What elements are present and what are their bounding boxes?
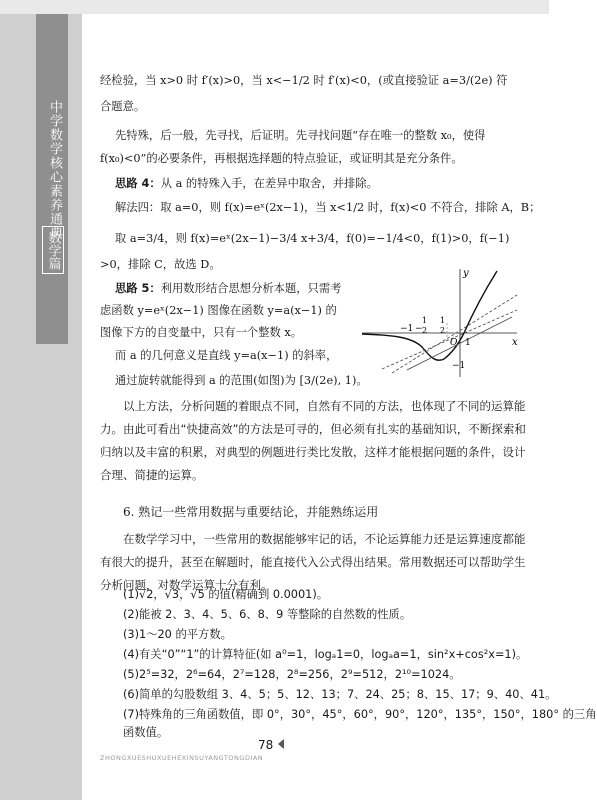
list-item: (7)特殊角的三角函数值，即 0°，30°，45°，60°，90°，120°，135°，150°，180° 的三角 [123, 708, 597, 721]
intro-paragraph: 在数学学习中，一些常用的数据能够牢记的话，不论运算能力还是运算速度都能有很大的提升，甚至在解题时，能直接代入公式得出结果。常用数据还可以帮助学生分析问题，对数学运算十分有利。 [100, 532, 526, 592]
list-item: (4)有关“0”“1”的计算特征(如 a⁰=1，logₐ1=0，logₐa=1，sin²x+cos²x=1)。 [123, 648, 528, 661]
list-item: (6)简单的勾股数组 3、4、5；5、12、13；7、24、25；8、15、17；9、40、41。 [123, 688, 557, 701]
tick-label-half-num: 1 [440, 316, 446, 325]
list-item: (1)√2，√3，√5 的值(精确到 0.0001)。 [123, 588, 329, 601]
running-footer: ZHONGXUESHUXUEHEXINSUYANGTONGDIAN [100, 754, 264, 762]
paragraph-line: 经检验，当 x>0 时 f′(x)>0，当 x<−1/2 时 f′(x)<0，(或直接验证 a=3/(2e) 符 [100, 74, 508, 87]
list-item: (3)1～20 的平方数。 [123, 628, 232, 641]
paragraph-line: 取 a=3/4，则 f(x)=eˣ(2x−1)−3/4 x+3/4，f(0)=−1/4<0，f(1)>0，f(−1) [115, 232, 510, 245]
section-heading: 6. 熟记一些常用数据与重要结论，并能熟练运用 [123, 505, 379, 519]
tick-label-neg-half-den: 2 [422, 326, 428, 335]
summary-paragraph: 以上方法，分析问题的着眼点不同，自然有不同的方法，也体现了不同的运算能力。由此可看出“快捷高效”的方法是可寻的，但必须有扎实的基础知识，不断探索和归纳以及丰富的积累，对典型的例题进行类比发散，这样才能根据问题的条件，设计合理、简捷的运算。 [100, 399, 526, 482]
approach-text: 从 a 的特殊入手，在差异中取舍，并排除。 [160, 177, 378, 190]
y-axis-label: y [463, 268, 469, 279]
paragraph-line: >0，排除 C，故选 D。 [100, 258, 221, 271]
list-item: (5)2⁵=32，2⁶=64，2⁷=128，2⁸=256，2⁹=512，2¹⁰=1024。 [123, 668, 461, 681]
tick-label-neg1-y: −1 [452, 361, 466, 371]
page-number: 78 [258, 738, 274, 752]
book-title: 中学数学核心素养通典 [47, 100, 62, 240]
function-graph [352, 265, 522, 380]
section-tag: 数学篇 [42, 226, 64, 274]
page-arrow-icon [278, 739, 284, 749]
tick-label-neg1: −1 [400, 324, 414, 334]
approach-label: 思路 4： [115, 177, 161, 190]
tick-label-one: 1 [465, 338, 471, 348]
paragraph-line: 先特殊，后一般，先寻找，后证明。先寻找问题“存在唯一的整数 x₀，使得 [115, 129, 486, 142]
origin-label: O [450, 338, 458, 348]
tick-label-half-den: 2 [440, 326, 446, 335]
x-axis-label: x [512, 337, 518, 348]
paragraph-line [115, 175, 378, 191]
approach-text: 利用数形结合思想分析本题，只需考 [160, 282, 342, 295]
tick-label-neg-half-num: 1 [422, 316, 428, 325]
paragraph-line [115, 280, 341, 296]
paragraph-line: 而 a 的几何意义是直线 y=a(x−1) 的斜率， [115, 349, 338, 362]
paragraph-line: 虑函数 y=eˣ(2x−1) 图像在函数 y=a(x−1) 的 [100, 304, 337, 317]
list-item: 函数值。 [123, 726, 169, 739]
paragraph-line: f(x₀)<0”的必要条件，再根据选择题的特点验证，或证明其是充分条件。 [100, 152, 463, 165]
paragraph-line: 合题意。 [100, 100, 146, 113]
top-band [0, 0, 549, 14]
paragraph-line: 通过旋转就能得到 a 的范围(如图)为 [3/(2e), 1)。 [115, 374, 368, 387]
tick-minus-sign: − [415, 324, 423, 334]
exp-curve [362, 271, 497, 360]
list-item: (2)能被 2、3、4、5、6、8、9 等整除的自然数的性质。 [123, 608, 412, 621]
paragraph-line: 解法四：取 a=0，则 f(x)=eˣ(2x−1)，当 x<1/2 时，f(x)<0 不符合，排除 A，B； [115, 201, 541, 214]
paragraph-line: 图像下方的自变量中，只有一个整数 x。 [100, 326, 303, 339]
approach-label: 思路 5： [115, 282, 161, 295]
